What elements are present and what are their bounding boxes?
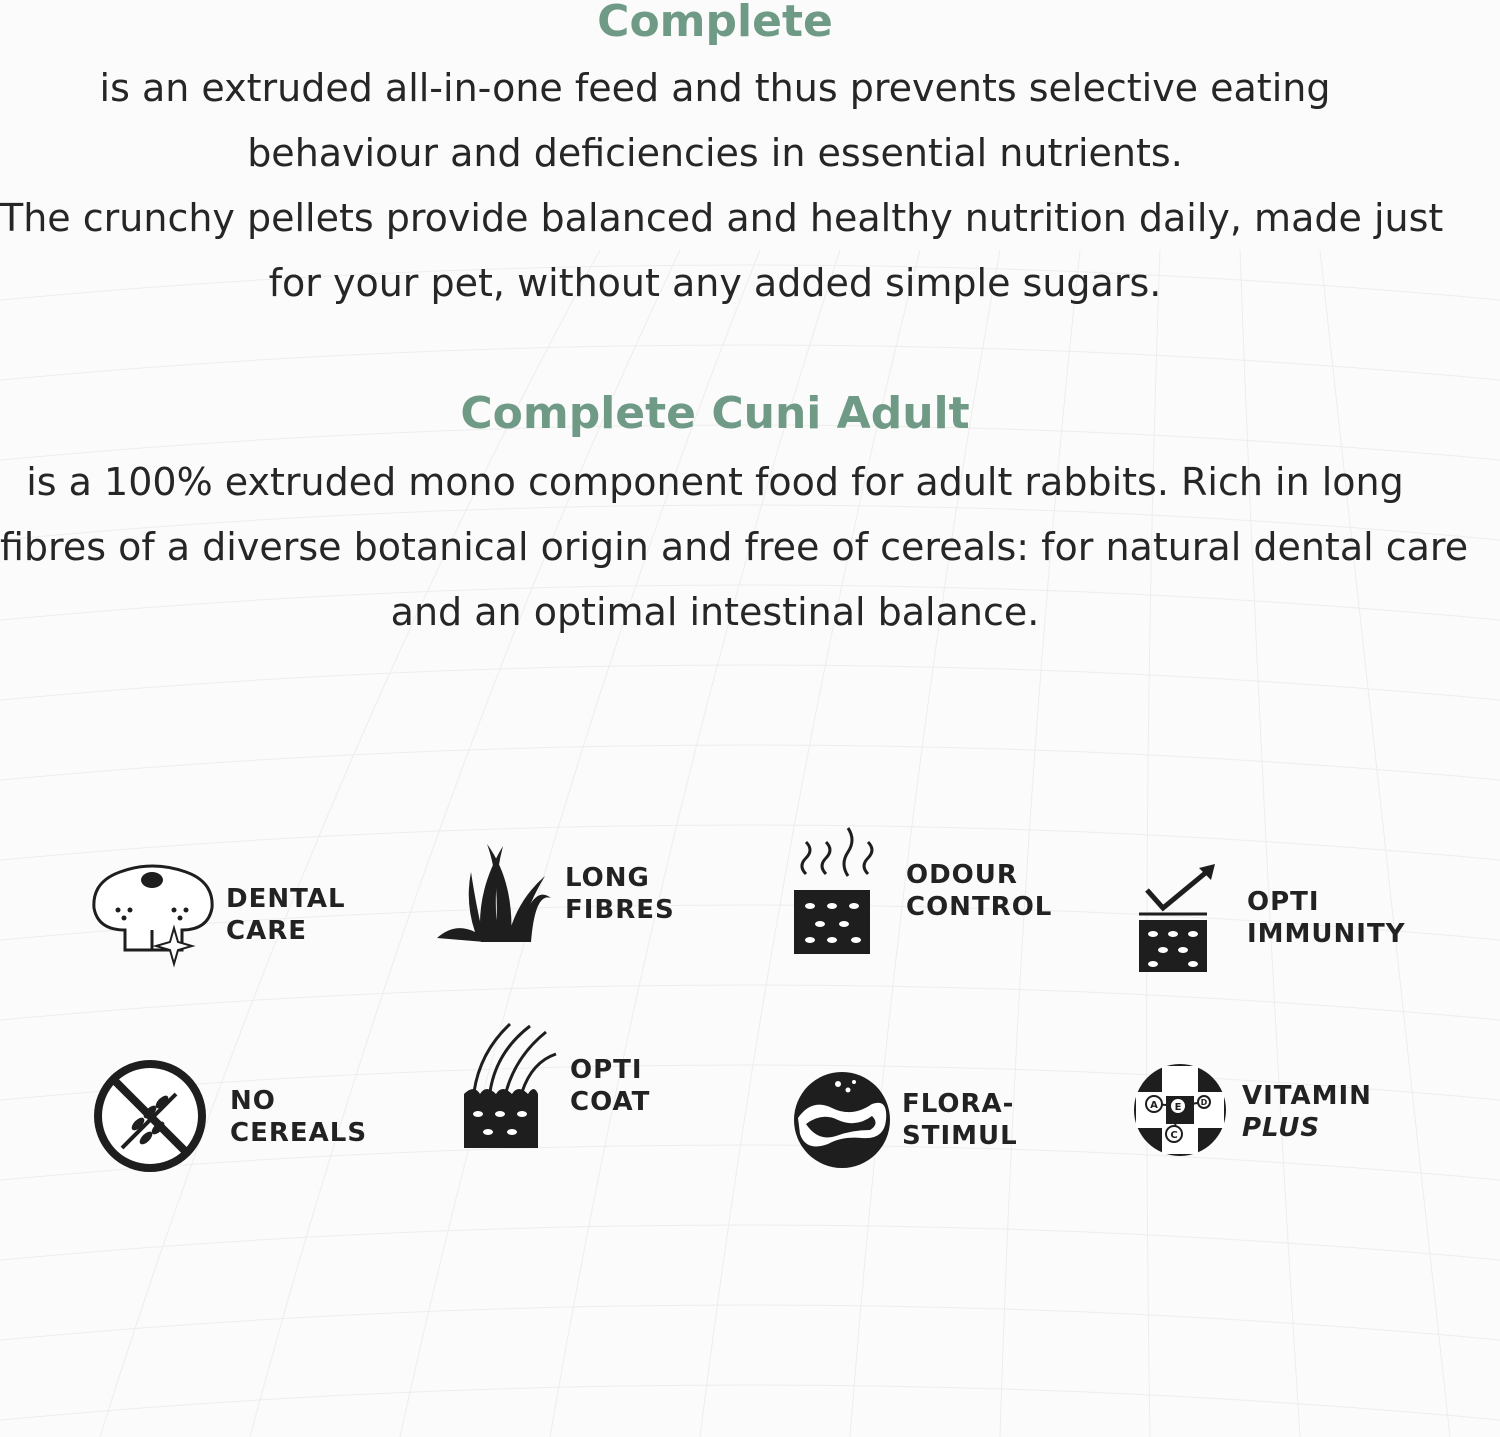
feature-label — [230, 1085, 367, 1149]
feature-label — [570, 1054, 650, 1118]
vitamin-icon — [1132, 1062, 1232, 1162]
feature-opti-coat — [460, 1022, 650, 1150]
feature-label — [902, 1088, 1018, 1152]
feature-label — [1242, 1080, 1372, 1144]
section2-title: Complete Cuni Adult — [460, 388, 970, 439]
feature-odour-control — [792, 826, 1052, 956]
section1-text — [0, 56, 1444, 316]
feature-label-line: OPTI — [1247, 887, 1320, 917]
feature-dental-care — [90, 860, 346, 970]
feature-label-line: PLUS — [1242, 1113, 1321, 1143]
vitamin-letter: D — [1200, 1098, 1208, 1107]
feature-label-line: CONTROL — [906, 892, 1053, 922]
feature-label-line: DENTAL — [226, 884, 346, 914]
feature-label-line: ODOUR — [906, 860, 1018, 890]
section2-line: fibres of a diverse botanical origin and free of cereals: for natural dental care — [0, 525, 1469, 569]
section2-line: and an optimal intestinal balance. — [390, 590, 1040, 634]
feature-label — [906, 859, 1052, 923]
feature-label-line: FLORA- — [902, 1089, 1015, 1119]
section1-title: Complete — [597, 0, 833, 47]
no-cereals-icon — [92, 1058, 210, 1176]
feature-label-line: LONG — [565, 863, 650, 893]
grass-icon — [435, 842, 555, 946]
tooth-icon — [90, 860, 216, 970]
feature-label — [565, 862, 675, 926]
feature-vitamin-plus — [1132, 1062, 1372, 1162]
odour-icon — [792, 826, 896, 956]
section1-line: for your pet, without any added simple sugars. — [268, 261, 1162, 305]
section1-line: The crunchy pellets provide balanced and healthy nutrition daily, made just — [0, 196, 1444, 240]
section2-text — [0, 450, 1469, 645]
feature-opti-immunity — [1137, 862, 1406, 974]
feature-no-cereals — [92, 1058, 367, 1176]
immunity-icon — [1137, 862, 1237, 974]
vitamin-letter: C — [1170, 1130, 1178, 1141]
feature-label-line: STIMUL — [902, 1121, 1018, 1151]
feature-label — [1247, 886, 1406, 950]
feature-label — [226, 883, 346, 947]
hair-coat-icon — [460, 1022, 560, 1150]
feature-label-line: VITAMIN — [1242, 1081, 1372, 1111]
vitamin-letter: E — [1174, 1102, 1182, 1113]
feature-label-line: OPTI — [570, 1055, 643, 1085]
section1-line: behaviour and deficiencies in essential nutrients. — [247, 131, 1183, 175]
feature-label-line: COAT — [570, 1087, 651, 1117]
intestine-flora-icon — [792, 1068, 892, 1172]
vitamin-letter: A — [1150, 1100, 1158, 1111]
feature-label-line: CEREALS — [230, 1118, 368, 1148]
feature-label-line: FIBRES — [565, 895, 675, 925]
section2-line: is a 100% extruded mono component food for adult rabbits. Rich in long — [26, 460, 1404, 504]
feature-label-line: NO — [230, 1086, 276, 1116]
feature-label-line: CARE — [226, 916, 307, 946]
feature-label-line: IMMUNITY — [1247, 919, 1406, 949]
feature-long-fibres — [435, 842, 675, 946]
feature-flora-stimul — [792, 1068, 1018, 1172]
section1-line: is an extruded all-in-one feed and thus prevents selective eating — [99, 66, 1331, 110]
